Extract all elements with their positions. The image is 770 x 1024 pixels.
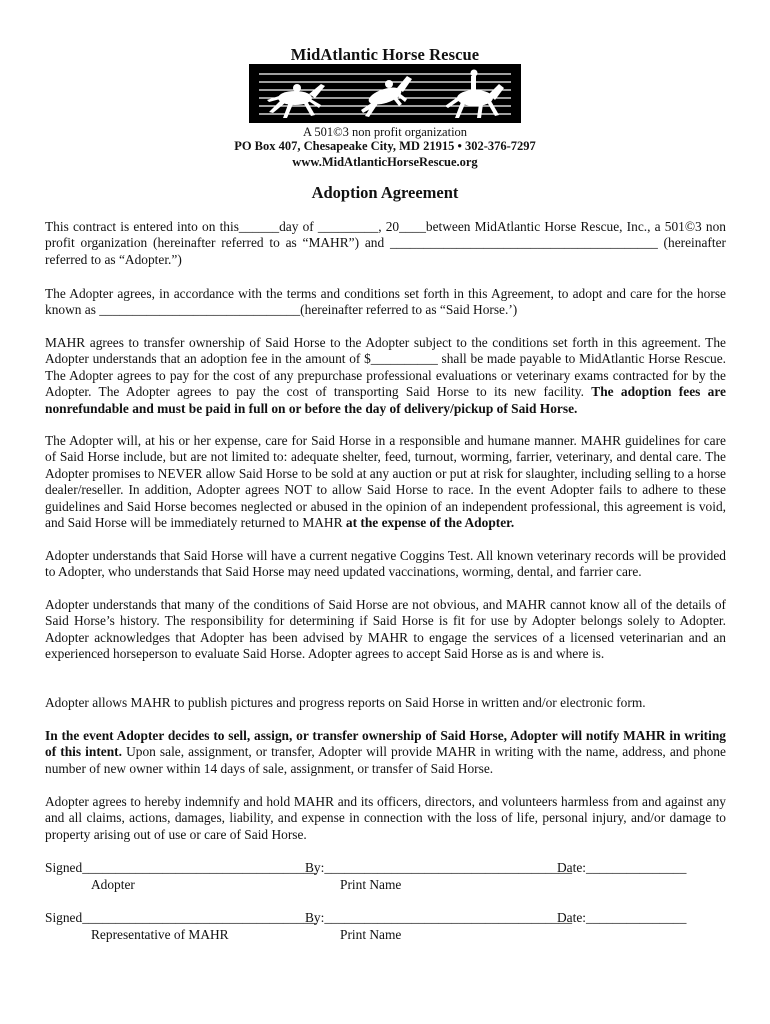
paragraph-text-regular: MAHR agrees to transfer ownership of Said Horse to the Adopter subject to the conditions set forth in this agreement. The Adopter understands that an adoption fee in the amount of $__________ shall be made payable to MidAtlantic Horse Rescue. The Adopter agrees to pay for the cost of any prepurchase professional evaluations or veterinary exams contracted for by the Adopter. The Adopter agrees to pay the cost of transporting Said Horse to its new facility. [45,335,726,400]
paragraph-text: Adopter agrees to hereby indemnify and hold MAHR and its officers, directors, and volunteers harmless from and against any and all claims, actions, damages, liability, and expense in connection with the loss of life, personal injury, and/or damage to property arising out of use or care of Said Horse. [45,794,726,842]
website-link[interactable]: www.MidAtlanticHorseRescue.org [292,155,478,169]
paragraph-indemnify [45,794,726,843]
paragraph-agreement [45,286,726,319]
paragraph-care [45,433,726,531]
address: PO Box 407, Chesapeake City, MD 21915 • 302-376-7297 [234,139,536,153]
org-name: MidAtlantic Horse Rescue [290,45,480,64]
print-name-line-mahr[interactable]: By:_____________________________________ [305,910,573,925]
paragraph-transfer-ownership [45,728,726,777]
paragraph-text: This contract is entered into on this______day of _________, 20____between MidAtlantic Horse Rescue, Inc., a 501©3 non profit organization (hereinafter referred to as “MAHR”) and ________________________________________ (hereinafter referred to as “Adopter.”) [45,219,726,267]
paragraph-text [45,433,726,531]
signer-label-adopter: Adopter [91,877,135,892]
paragraph-text-regular: Upon sale, assignment, or transfer, Adopter will provide MAHR in writing with the name, address, and phone number of new owner within 14 days of sale, assignment, or transfer of Said Horse. [45,744,726,776]
date-line-mahr[interactable]: Date:_______________ [557,910,687,925]
print-name-label-adopter: Print Name [340,877,402,892]
paragraph-publish [45,695,726,711]
paragraph-conditions [45,597,726,663]
print-name-line-adopter[interactable]: By:_____________________________________ [305,860,573,875]
paragraph-text-bold: The adoption fees are nonrefundable and must be paid in full on or before the day of delivery/pickup of Said Horse. [45,384,726,416]
paragraph-text-bold: In the event Adopter decides to sell, assign, or transfer ownership of Said Horse, Adopter will notify MAHR in writing of this intent. [45,728,726,760]
paragraph-contract [45,219,726,268]
paragraph-transfer [45,335,726,417]
tagline: A 501©3 non profit organization [302,125,468,139]
date-line-adopter[interactable]: Date:_______________ [557,860,687,875]
paragraph-text: The Adopter agrees, in accordance with the terms and conditions set forth in this Agreement, to adopt and care for the horse known as ______________________________(hereinafter referred to as “Said Horse.’) [45,286,726,318]
paragraph-text: Adopter allows MAHR to publish pictures and progress reports on Said Horse in written and/or electronic form. [45,695,646,710]
horse-logo [249,64,521,123]
paragraph-text [45,335,726,417]
paragraph-text-regular: The Adopter will, at his or her expense, care for Said Horse in a responsible and humane manner. MAHR guidelines for care of Said Horse include, but are not limited to: adequate shelter, feed, turnout, worming, farrier, veterinary, and dental care. The Adopter promises to NEVER allow Said Horse to be sold at any auction or put at risk for slaughter, including selling to a horse dealer/reseller. In addition, Adopter agrees NOT to allow Said Horse to race. In the event Adopter fails to adhere to these guidelines and Said Horse becomes neglected or abused in the opinion of an independent professional, this agreement is void, and Said Horse will be immediately returned to MAHR [45,433,726,531]
signed-line-mahr[interactable]: Signed___________________________________ [45,910,317,925]
print-name-label-mahr: Print Name [340,927,402,942]
paragraph-coggins [45,548,726,581]
paragraph-text: Adopter understands that Said Horse will have a current negative Coggins Test. All known veterinary records will be provided to Adopter, who understands that Said Horse may need updated vaccinations, worming, dental, and farrier care. [45,548,726,580]
paragraph-text: Adopter understands that many of the conditions of Said Horse are not obvious, and MAHR cannot know all of the details of Said Horse’s history. The responsibility for determining if Said Horse is fit for use by Adopter belongs solely to Adopter. Adopter acknowledges that Adopter has been advised by MAHR to engage the services of a licensed veterinarian and an experienced horseperson to evaluate Said Horse. Adopter agrees to accept Said Horse as is and where is. [45,597,726,662]
paragraph-text [45,728,726,777]
paragraph-text-bold: at the expense of the Adopter. [345,515,515,531]
document-title: Adoption Agreement [311,183,459,202]
signer-label-mahr: Representative of MAHR [91,927,229,942]
signed-line-adopter[interactable]: Signed___________________________________ [45,860,317,875]
